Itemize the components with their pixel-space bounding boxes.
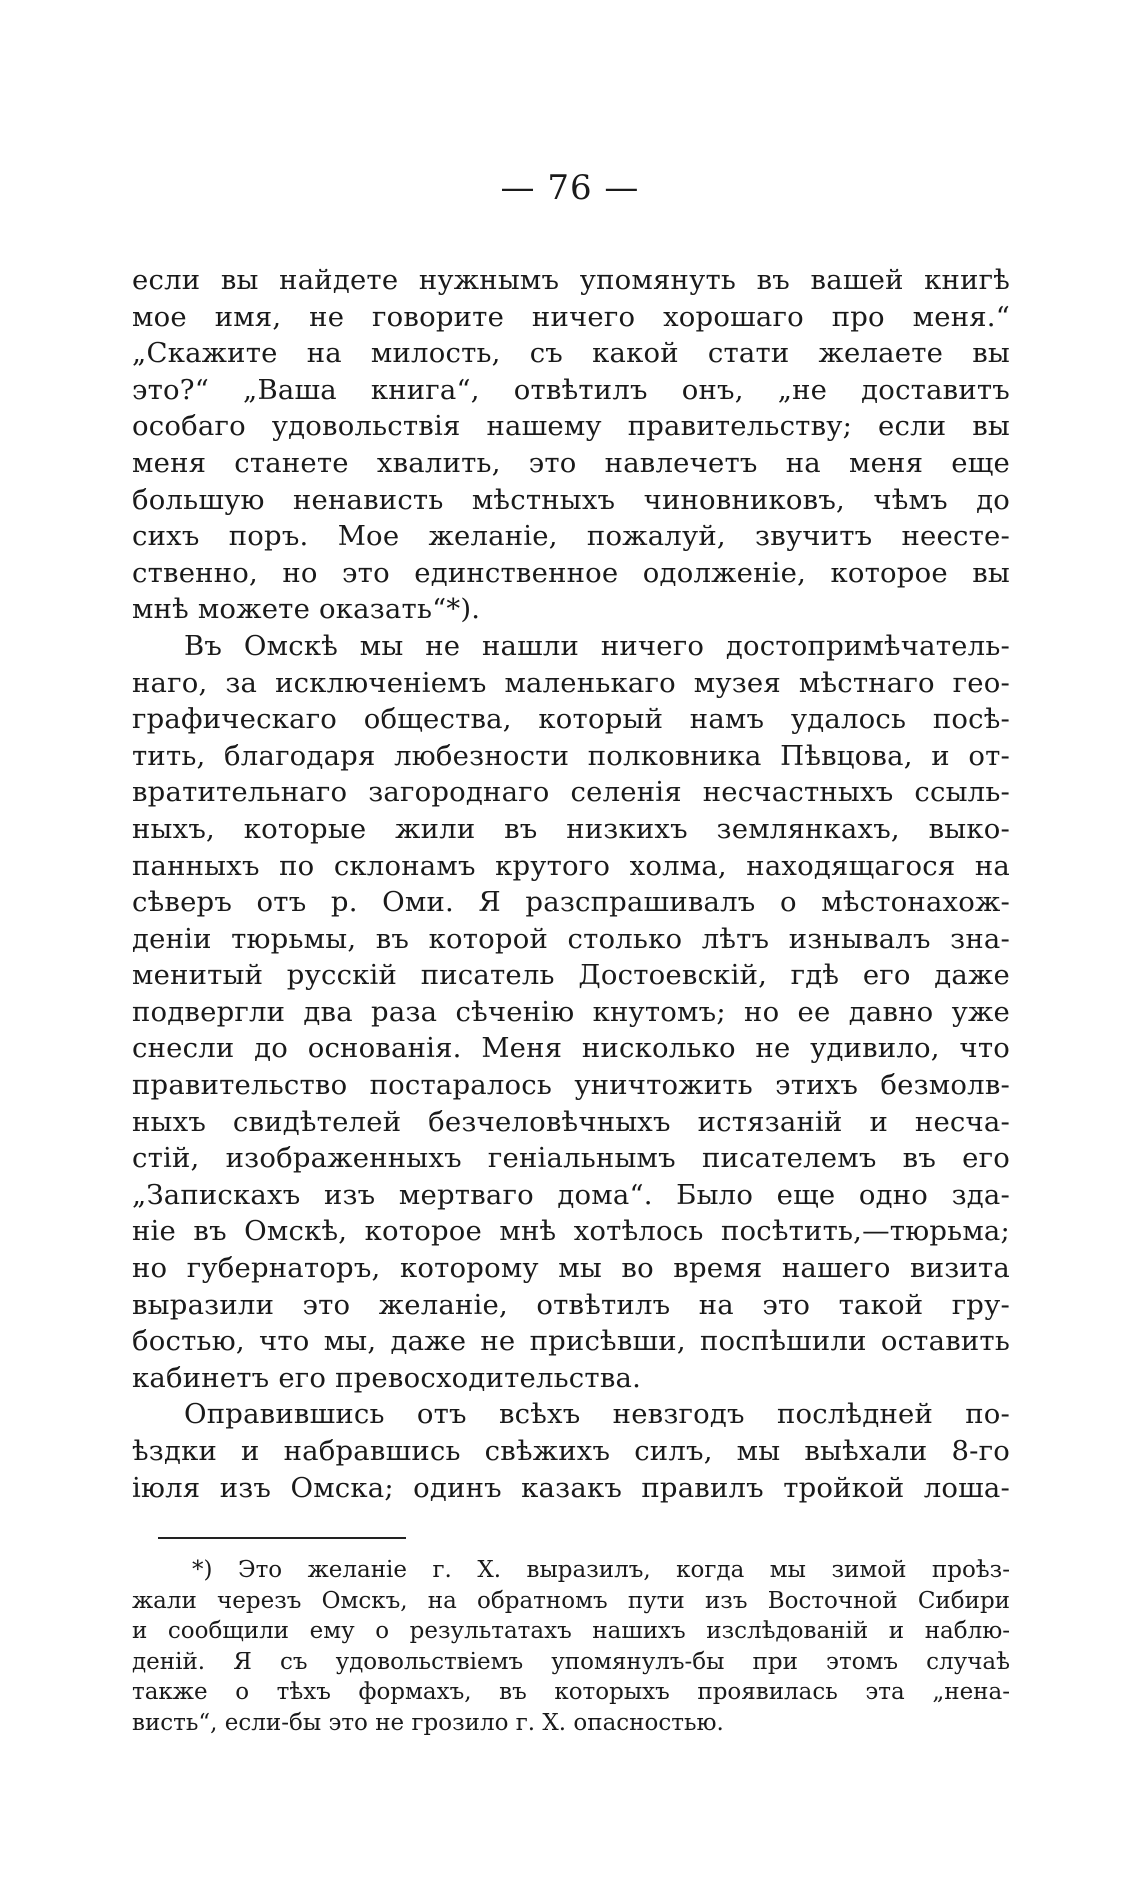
footnote-line: висть“, если-бы это не грозило г. Х. опасностью. [132, 1709, 724, 1736]
text-line: ныхъ свидѣтелей безчеловѣчныхъ истязаній и несча- [132, 1105, 1010, 1138]
text-line: менитый русскій писатель Достоевскій, гдѣ его даже [132, 959, 1010, 992]
footnote-divider [158, 1537, 406, 1539]
text-line: вратительнаго загороднаго селенія несчастныхъ ссыль- [132, 776, 1010, 809]
text-line: сѣверъ отъ р. Оми. Я разспрашивалъ о мѣстонахож- [132, 886, 1010, 919]
text-line: бостью, что мы, даже не присѣвши, поспѣшили оставить [132, 1325, 1010, 1358]
text-line: сихъ поръ. Мое желаніе, пожалуй, звучитъ неесте- [132, 520, 1010, 553]
text-line: подвергли два раза сѣченію кнутомъ; но ее давно уже [132, 995, 1010, 1028]
text-line: ѣздки и набравшись свѣжихъ силъ, мы выѣхали 8-го [132, 1435, 1010, 1467]
text-line: большую ненависть мѣстныхъ чиновниковъ, чѣмъ до [132, 483, 1010, 516]
page-number: — 76 — [500, 168, 640, 208]
text-line: если вы найдете нужнымъ упомянуть въ вашей книгѣ [132, 264, 1010, 296]
text-line: наго, за исключеніемъ маленькаго музея мѣстнаго гео- [132, 666, 1010, 699]
footnote-line: *) Это желаніе г. Х. выразилъ, когда мы зимой проѣз- [192, 1557, 1010, 1583]
text-line: „Запискахъ изъ мертваго дома“. Было еще одно зда- [132, 1178, 1010, 1211]
text-line: снесли до основанія. Меня нисколько не удивило, что [132, 1032, 1010, 1065]
footnote-line: жали черезъ Омскъ, на обратномъ пути изъ Восточной Сибири [132, 1587, 1010, 1614]
text-line: мое имя, не говорите ничего хорошаго про меня.“ [132, 300, 1010, 333]
footnote [132, 1555, 1010, 1739]
text-line: ніе въ Омскѣ, которое мнѣ хотѣлось посѣтить,—тюрьма; [132, 1215, 1010, 1248]
text-line: Оправившись отъ всѣхъ невзгодъ послѣдней по- [184, 1398, 1010, 1431]
text-line: выразили это желаніе, отвѣтилъ на это такой гру- [132, 1288, 1010, 1321]
text-line: тить, благодаря любезности полковника Пѣвцова, и от- [132, 739, 1010, 772]
text-line: графическаго общества, который намъ удалось посѣ- [132, 703, 1010, 736]
footnote-line: и сообщили ему о результатахъ нашихъ изслѣдованій и наблю- [132, 1618, 1010, 1645]
text-line: ныхъ, которые жили въ низкихъ землянкахъ, выко- [132, 812, 1010, 845]
main-text [132, 262, 1010, 1506]
text-line: панныхъ по склонамъ крутого холма, находящагося на [132, 849, 1010, 882]
text-line: особаго удовольствія нашему правительству; если вы [132, 410, 1010, 443]
footnote-line: также о тѣхъ формахъ, въ которыхъ проявилась эта „нена- [132, 1679, 1010, 1706]
text-line: „Скажите на милость, съ какой стати желаете вы [132, 337, 1010, 370]
text-line: мнѣ можете оказать“*). [132, 593, 481, 626]
text-line: Въ Омскѣ мы не нашли ничего достопримѣчатель- [184, 629, 1010, 662]
text-line: деніи тюрьмы, въ которой столько лѣтъ изнывалъ зна- [132, 922, 1010, 955]
text-line: меня станете хвалить, это навлечетъ на меня еще [132, 446, 1010, 479]
footnote-line: деній. Я съ удовольствіемъ упомянулъ-бы при этомъ случаѣ [132, 1648, 1010, 1675]
text-line: это?“ „Ваша книга“, отвѣтилъ онъ, „не доставитъ [132, 373, 1010, 406]
text-line: кабинетъ его превосходительства. [132, 1361, 642, 1394]
text-line: правительство постаралось уничтожить этихъ безмолв- [132, 1069, 1010, 1102]
text-line: но губернаторъ, которому мы во время нашего визита [132, 1252, 1010, 1285]
text-line: ственно, но это единственное одолженіе, которое вы [132, 556, 1010, 589]
text-line: іюля изъ Омска; одинъ казакъ правилъ тройкой лоша- [132, 1471, 1010, 1504]
text-line: стій, изображенныхъ геніальнымъ писателемъ въ его [132, 1142, 1010, 1175]
